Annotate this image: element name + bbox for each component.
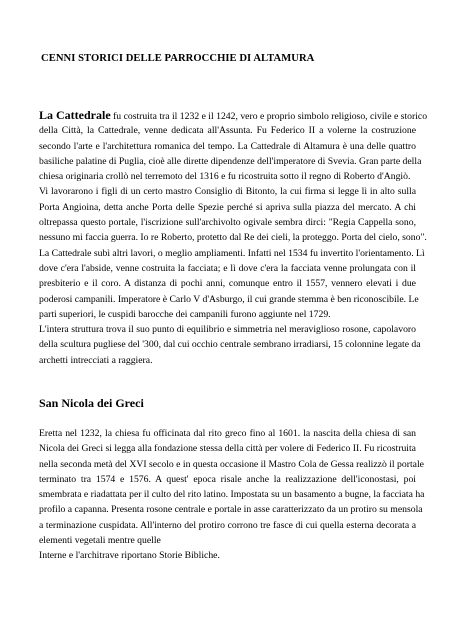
paragraph-line: Nicola dei Greci si legga alla fondazione stessa della città per volere di Federico II. Fu ricostruita [39, 443, 416, 455]
paragraph-line: chiesa originaria crollò nel terremoto del 1316 e fu ricostruita sotto il regno di Roberto d'Angiò. [39, 171, 411, 183]
paragraph-line: secondo l'arte e l'architettura romanica del tempo. La Cattedrale di Altamura è una delle quattro [39, 140, 416, 152]
paragraph-line: nella seconda metà del XVI secolo e in questa occasione il Mastro Cola de Gessa realizzò il portale [39, 458, 424, 470]
paragraph-text: fu costruita tra il 1232 e il 1242, vero e proprio simbolo religioso, civile e storico [110, 111, 428, 122]
paragraph-line [39, 108, 428, 123]
section-heading-san-nicola: San Nicola dei Greci [39, 396, 144, 410]
paragraph-line: elementi vegetali mentre quelle [39, 535, 161, 547]
paragraph-line: dove c'era l'abside, venne costruita la facciata; e lì dove c'era la facciata venne prolungata con il [39, 262, 416, 274]
document-title: CENNI STORICI DELLE PARROCCHIE DI ALTAMURA [41, 53, 315, 64]
paragraph-line: Porta Angioina, detta anche Porta delle Spezie perché si apriva sulla piazza del mercato. A chi [39, 201, 416, 213]
paragraph-line: L'intera struttura trova il suo punto di equilibrio e simmetria nel meraviglioso rosone, capolavoro [39, 324, 416, 336]
paragraph-line: Interne e l'architrave riportano Storie Bibliche. [39, 550, 220, 562]
paragraph-line: oltrepassa questo portale, l'iscrizione sull'archivolto ogivale sembra dirci: "Regia Cappella sono, [39, 217, 416, 229]
section-san-nicola [39, 426, 425, 564]
section-heading-cattedrale: La Cattedrale [39, 108, 111, 122]
paragraph-line: poderosi campanili. Imperatore è Carlo V d'Asburgo, il cui grande stemma è ben riconoscibile. Le [39, 293, 419, 305]
paragraph-line: smembrata e riadattata per il culto del rito latino. Impostata su un basamento a bugne, la facciata ha [39, 489, 425, 501]
paragraph-line: archetti intrecciati a raggiera. [39, 354, 153, 366]
paragraph-line: profilo a capanna. Presenta rosone centrale e portale in asse caratterizzato da un protiro su mensola [39, 504, 423, 516]
paragraph-line: La Cattedrale subì altri lavori, o meglio ampliamenti. Infatti nel 1534 fu invertito l'orientamento. Lì [39, 247, 425, 259]
paragraph-line: basiliche palatine di Puglia, cioè alle dirette dipendenze dell'imperatore di Svevia. Gran parte della [39, 155, 422, 167]
paragraph-line: Vi lavorarono i figli di un certo mastro Consiglio di Bitonto, la cui firma si legge lì in alto sulla [39, 186, 416, 198]
paragraph-line: a terminazione cuspidata. All'interno del protiro corrono tre fasce di cui quella esterna decorata a [39, 519, 416, 531]
paragraph-line: della Città, la Cattedrale, venne dedicata all'Assunta. Fu Federico II a volerne la costruzione [39, 125, 416, 137]
paragraph-line: nessuno mi faccia guerra. Io re Roberto, protetto dal Re dei cieli, la proteggo. Porta del cielo, sono". [39, 232, 427, 244]
paragraph-line: della scultura pugliese del '300, dal cui occhio centrale sembrano irradiarsi, 15 colonnine legate da [39, 339, 421, 351]
paragraph-line: terminato tra 1574 e 1576. A quest' epoca risale anche la realizzazione dell'iconostasi, poi [39, 473, 416, 485]
paragraph-line: presbiterio e il coro. A distanza di pochi anni, comunque entro il 1557, vennero elevati i due [39, 278, 416, 290]
section-cattedrale [39, 108, 428, 368]
paragraph-line: Eretta nel 1232, la chiesa fu officinata dal rito greco fino al 1601. la nascita della chiesa di san [39, 428, 416, 439]
paragraph-line: parti superiori, le cuspidi barocche dei campanili furono aggiunte nel 1729. [39, 308, 331, 320]
